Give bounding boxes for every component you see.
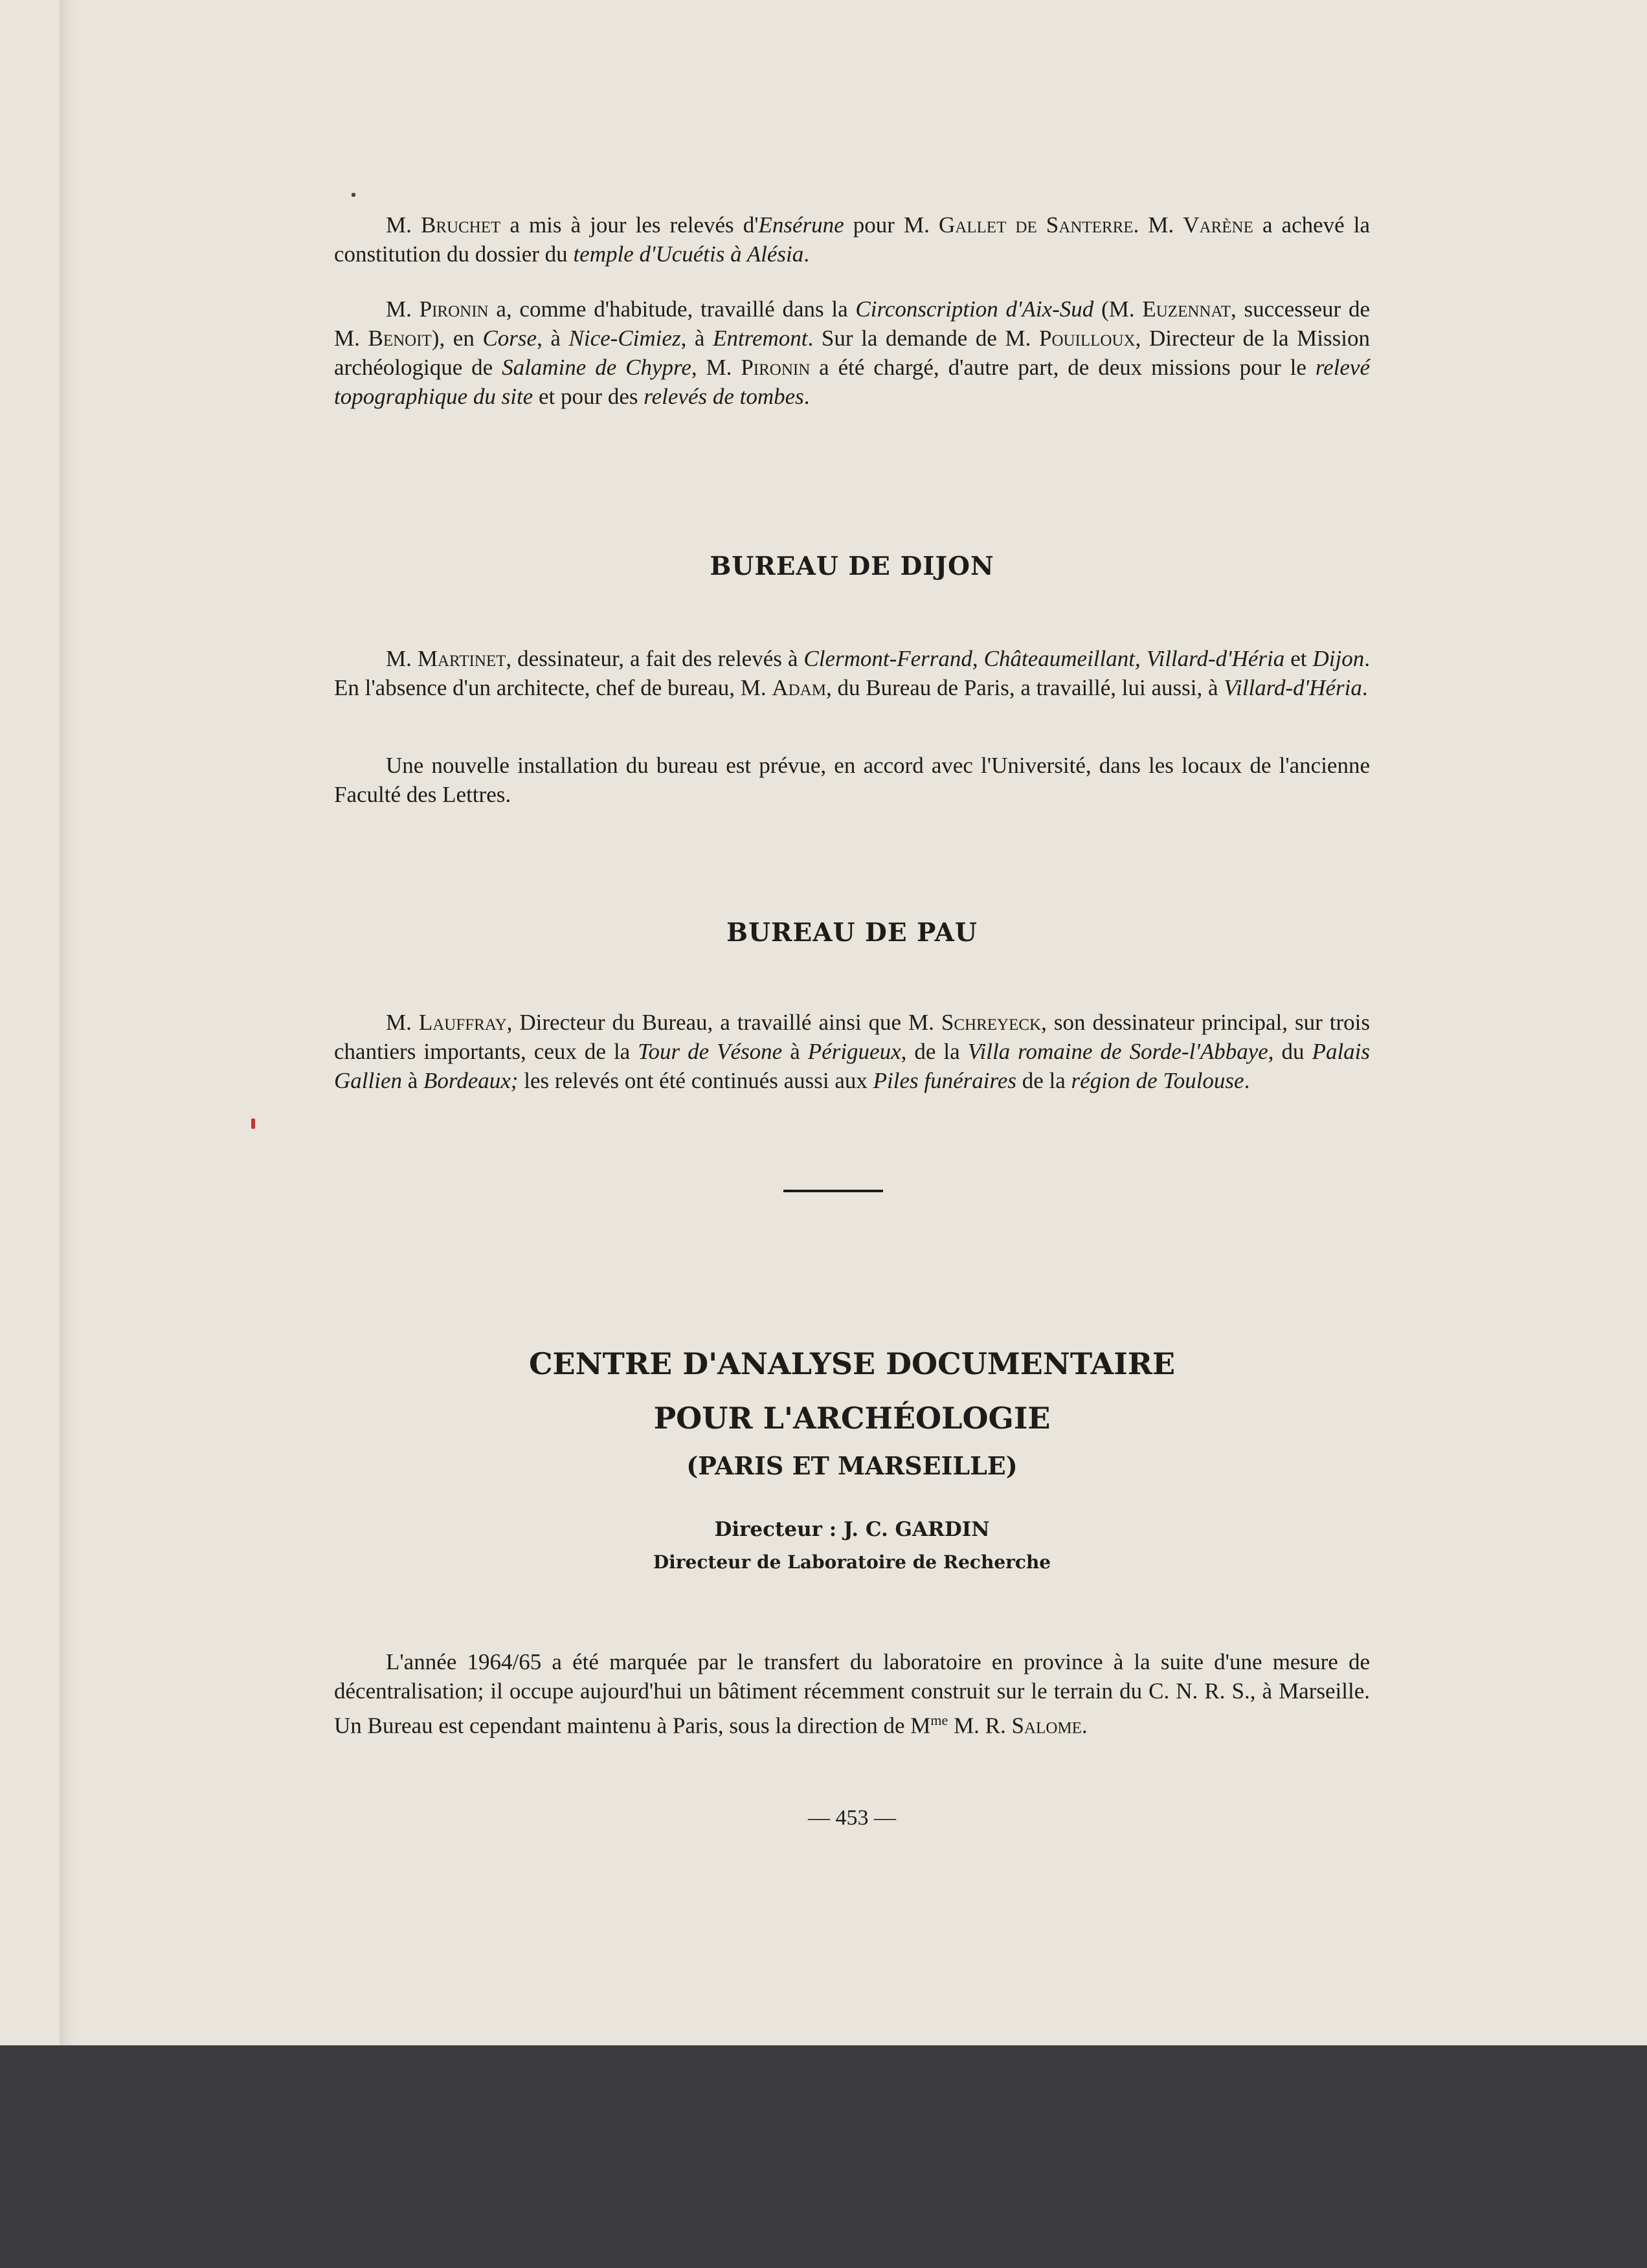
section-divider xyxy=(783,1190,883,1192)
paragraph-transfert: L'année 1964/65 a été marquée par le transfert du laboratoire en province à la suite d'une mesure de décentralisation; il occupe aujourd'hui un bâtiment récemment construit sur le terrain du C. N. R. S., à Marseille. Un Bureau est cependant maintenu à Paris, sous la direction de $M^{me}$ M. R. Salome. xyxy=(334,1649,1370,1739)
paragraph-installation: Une nouvelle installation du bureau est prévue, en accord avec l'Université, dans les locaux de l'ancienne Faculté des Lettres. xyxy=(334,753,1370,807)
scanner-background xyxy=(0,2045,1647,2268)
red-ink-mark xyxy=(251,1118,255,1129)
centre-director-role: Directeur de Laboratoire de Recherche xyxy=(653,1551,1051,1573)
page-number: — 453 — xyxy=(808,1806,896,1830)
heading-bureau-pau: BUREAU DE PAU xyxy=(726,918,978,948)
centre-title-line-2: POUR L'ARCHÉOLOGIE xyxy=(653,1401,1051,1436)
paragraph-pironin: M. Pironin a, comme d'habitude, travaillé dans la Circonscription d'Aix-Sud (M. Euzennat, successeur de M. Benoit), en Corse, à Nice-Cimiez, à Entremont. Sur la demande de M. Pouilloux, Directeur de la Mission archéologique de Salamine de Chypre, M. Pironin a été chargé, d'autre part, de deux missions pour le relevé topographique du site et pour des relevés de tombes. xyxy=(334,296,1370,409)
page-fold-shadow xyxy=(60,0,79,2045)
paragraph-martinet: M. Martinet, dessinateur, a fait des relevés à Clermont-Ferrand, Châteaumeillant, Villard-d'Héria et Dijon. En l'absence d'un architecte, chef de bureau, M. Adam, du Bureau de Paris, a travaillé, lui aussi, à Villard-d'Héria. xyxy=(334,646,1371,700)
paragraph-lauffray: M. Lauffray, Directeur du Bureau, a travaillé ainsi que M. Schreyeck, son dessinateur principal, sur trois chantiers importants, ceux de la Tour de Vésone à Périgueux, de la Villa romaine de Sorde-l'Abbaye, du Palais Gallien à Bordeaux; les relevés ont été continués aussi aux Piles funéraires de la région de Toulouse. xyxy=(334,1010,1371,1093)
centre-subtitle: (PARIS ET MARSEILLE) xyxy=(686,1451,1018,1480)
centre-director: Directeur : J. C. GARDIN xyxy=(714,1518,990,1541)
heading-bureau-dijon: BUREAU DE DIJON xyxy=(710,551,994,581)
paragraph-bruchet: M. Bruchet a mis à jour les relevés d'Ensérune pour M. Gallet de Santerre. M. Varène a achevé la constitution du dossier du temple d'Ucuétis à Alésia. xyxy=(334,212,1370,267)
centre-title-line-1: CENTRE D'ANALYSE DOCUMENTAIRE xyxy=(528,1346,1176,1381)
ink-dot-mark xyxy=(352,193,355,197)
